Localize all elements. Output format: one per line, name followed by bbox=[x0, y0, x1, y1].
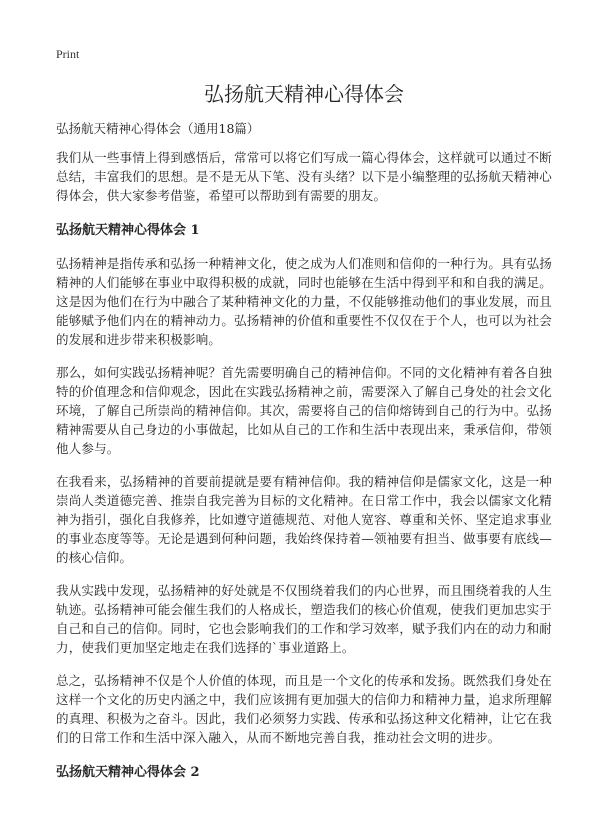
document-body bbox=[56, 148, 552, 782]
section-1-paragraph-4: 我从实践中发现，弘扬精神的好处就是不仅围绕着我们的内心世界，而且围绕着我的人生轨迹。弘扬精神可能会催生我们的人格成长，塑造我们的核心价值观，使我们更加忠实于自己和自己的信仰。同时，它也会影响我们的工作和学习效率，赋予我们内在的动力和耐力，使我们更加坚定地走在我们选择的`事业道路上。 bbox=[56, 583, 552, 655]
section-heading-1: 弘扬航天精神心得体会 1 bbox=[56, 223, 200, 238]
section-1-paragraph-3: 在我看来，弘扬精神的首要前提就是要有精神信仰。我的精神信仰是儒家文化，这是一种崇尚人类道德完善、推崇自我完善为目标的文化精神。在日常工作中，我会以儒家文化精神为指引，强化自我修养，比如遵守道德规范、对他人宽容、尊重和关怀、坚定追求事业的事业态度等等。无论是遇到何种问题，我始终保持着—领袖要有担当、做事要有底线—的核心信仰。 bbox=[56, 474, 552, 565]
section-1-paragraph-2: 那么，如何实践弘扬精神呢？首先需要明确自己的精神信仰。不同的文化精神有着各自独特的价值理念和信仰观念，因此在实践弘扬精神之前，需要深入了解自己身处的社会文化环境，了解自己所崇尚的精神信仰。其次，需要将自己的信仰熔铸到自己的行为中。弘扬精神需要从自己身边的小事做起，比如从自己的工作和生活中表现出来，秉承信仰，带领他人参与。 bbox=[56, 365, 552, 456]
section-heading-2: 弘扬航天精神心得体会 2 bbox=[56, 765, 200, 780]
document-subtitle: 弘扬航天精神心得体会（通用18篇） bbox=[56, 121, 260, 136]
page-title: 弘扬航天精神心得体会 bbox=[204, 82, 404, 106]
section-1-paragraph-5: 总之，弘扬精神不仅是个人价值的体现，而且是一个文化的传承和发扬。既然我们身处在这样一个文化的历史内涵之中，我们应该拥有更加强大的信仰力和精神力量，追求所理解的真理、积极为之奋斗。因此，我们必须努力实践、传承和弘扬这种文化精神，让它在我们的日常工作和生活中深入融入，从而不断地完善自我，推动社会文明的进步。 bbox=[56, 673, 552, 745]
intro-paragraph: 我们从一些事情上得到感悟后，常常可以将它们写成一篇心得体会，这样就可以通过不断总结，丰富我们的思想。是不是无从下笔、没有头绪？以下是小编整理的弘扬航天精神心得体会，供大家参考借鉴，希望可以帮助到有需要的朋友。 bbox=[56, 150, 552, 203]
section-1-paragraph-1: 弘扬精神是指传承和弘扬一种精神文化，使之成为人们准则和信仰的一种行为。具有弘扬精神的人们能够在事业中取得积极的成就，同时也能够在生活中得到平和和自我的满足。这是因为他们在行为中融合了某种精神文化的力量，不仅能够推动他们的事业发展，而且能够赋予他们内在的精神动力。弘扬精神的价值和重要性不仅仅在于个人，也可以为社会的发展和进步带来积极影响。 bbox=[56, 256, 552, 347]
print-link[interactable]: Print bbox=[56, 47, 80, 61]
